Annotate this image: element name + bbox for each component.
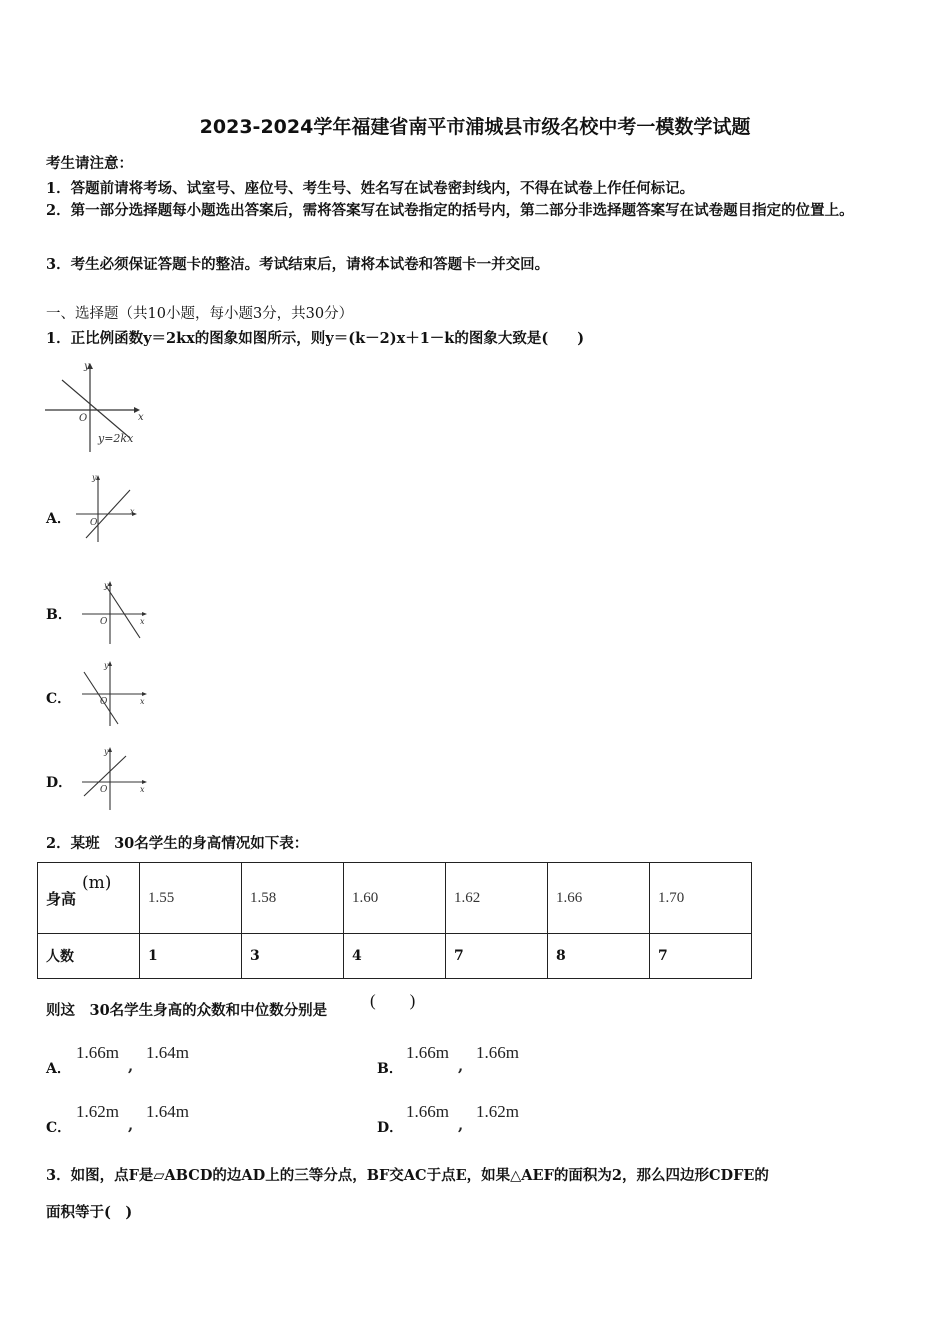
page-title: 2023-2024学年福建省南平市浦城县市级名校中考一模数学试题	[199, 116, 751, 138]
table-cell: 1.70	[650, 863, 752, 934]
svg-text:y: y	[104, 661, 109, 670]
table-cell: 1	[140, 934, 242, 979]
q2-stem: 2．某班 30名学生的身高情况如下表：	[46, 835, 309, 852]
q2-option-a-value1[interactable]: 1.66m	[76, 1043, 119, 1062]
svg-text:y: y	[92, 473, 97, 482]
notice-item-1: 1．答题前请将考场、试室号、座位号、考生号、姓名写在试卷密封线内，不得在试卷上作任何标记。	[46, 180, 695, 197]
svg-text:x: x	[138, 412, 144, 423]
q2-option-a-value2[interactable]: 1.64m	[146, 1043, 189, 1062]
table-cell: 4	[344, 934, 446, 979]
q2-option-b-label[interactable]: B．	[377, 1061, 403, 1077]
svg-text:y: y	[104, 747, 109, 756]
notice-heading: 考生请注意：	[46, 155, 133, 172]
svg-text:x: x	[140, 697, 145, 706]
table-cell: 1.62	[446, 863, 548, 934]
q1-option-d-label[interactable]: D．	[46, 775, 73, 791]
section-heading: 一、选择题（共10小题，每小题3分，共30分）	[46, 306, 354, 322]
q1-option-a-graph[interactable]	[72, 470, 142, 546]
table-cell: 1.66	[548, 863, 650, 934]
q3-stem-line1: 3．如图，点F是▱ABCD的边AD上的三等分点，BF交AC于点E，如果△AEF的面积为2，那么四边形CDFE的	[46, 1167, 769, 1184]
table-row-counts	[38, 934, 752, 979]
table-cell: 1.55	[140, 863, 242, 934]
table-row-heights	[38, 863, 752, 934]
q2-option-c-value1[interactable]: 1.62m	[76, 1102, 119, 1121]
q2-option-d-label[interactable]: D．	[377, 1120, 404, 1136]
table-header-height: 身高 (m)	[38, 863, 140, 934]
q2-option-b-value2[interactable]: 1.66m	[476, 1043, 519, 1062]
table-cell: 3	[242, 934, 344, 979]
table-header-count: 人数	[38, 934, 140, 979]
function-line	[62, 380, 130, 438]
q1-option-b-label[interactable]: B．	[46, 607, 72, 623]
svg-text:O: O	[79, 413, 88, 424]
q1-option-c-graph[interactable]	[78, 658, 154, 730]
svg-text:O: O	[100, 785, 108, 795]
svg-text:y: y	[84, 361, 90, 372]
svg-text:x: x	[140, 785, 145, 794]
height-table	[37, 862, 752, 979]
svg-text:O: O	[100, 697, 108, 707]
notice-item-3: 3．考生必须保证答题卡的整洁。考试结束后，请将本试卷和答题卡一并交回。	[46, 256, 550, 273]
q2-question: 则这 30名学生身高的众数和中位数分别是	[46, 1002, 328, 1019]
table-cell: 7	[446, 934, 548, 979]
q2-option-c-label[interactable]: C．	[46, 1120, 72, 1136]
q3-stem-line2: 面积等于( )	[46, 1204, 133, 1221]
q1-option-c-label[interactable]: C．	[46, 691, 72, 707]
svg-text:y=2kx: y=2kx	[98, 432, 134, 445]
table-cell: 1.60	[344, 863, 446, 934]
svg-text:O: O	[90, 518, 98, 528]
svg-text:x: x	[130, 507, 135, 516]
q2-option-d-value1[interactable]: 1.66m	[406, 1102, 449, 1121]
q2-option-b-value1[interactable]: 1.66m	[406, 1043, 449, 1062]
q2-option-c-value2[interactable]: 1.64m	[146, 1102, 189, 1121]
table-cell: 1.58	[242, 863, 344, 934]
q1-option-d-graph[interactable]	[78, 744, 154, 814]
q2-answer-paren: ( )	[370, 991, 416, 1010]
q1-stem: 1．正比例函数y＝2kx的图象如图所示，则y＝(k－2)x＋1－k的图象大致是( )	[46, 330, 585, 347]
q2-option-a-label[interactable]: A．	[46, 1061, 71, 1077]
svg-text:O: O	[100, 617, 108, 627]
table-cell: 8	[548, 934, 650, 979]
svg-text:y: y	[104, 581, 109, 590]
notice-item-2: 2．第一部分选择题每小题选出答案后，需将答案写在试卷指定的括号内，第二部分非选择题答案写在试卷题目指定的位置上。	[46, 202, 854, 219]
q2-option-d-value2[interactable]: 1.62m	[476, 1102, 519, 1121]
q1-option-a-label[interactable]: A．	[46, 511, 71, 527]
svg-text:x: x	[140, 617, 145, 626]
q1-main-graph	[40, 358, 150, 454]
q1-option-b-graph[interactable]	[78, 578, 154, 648]
table-cell: 7	[650, 934, 752, 979]
